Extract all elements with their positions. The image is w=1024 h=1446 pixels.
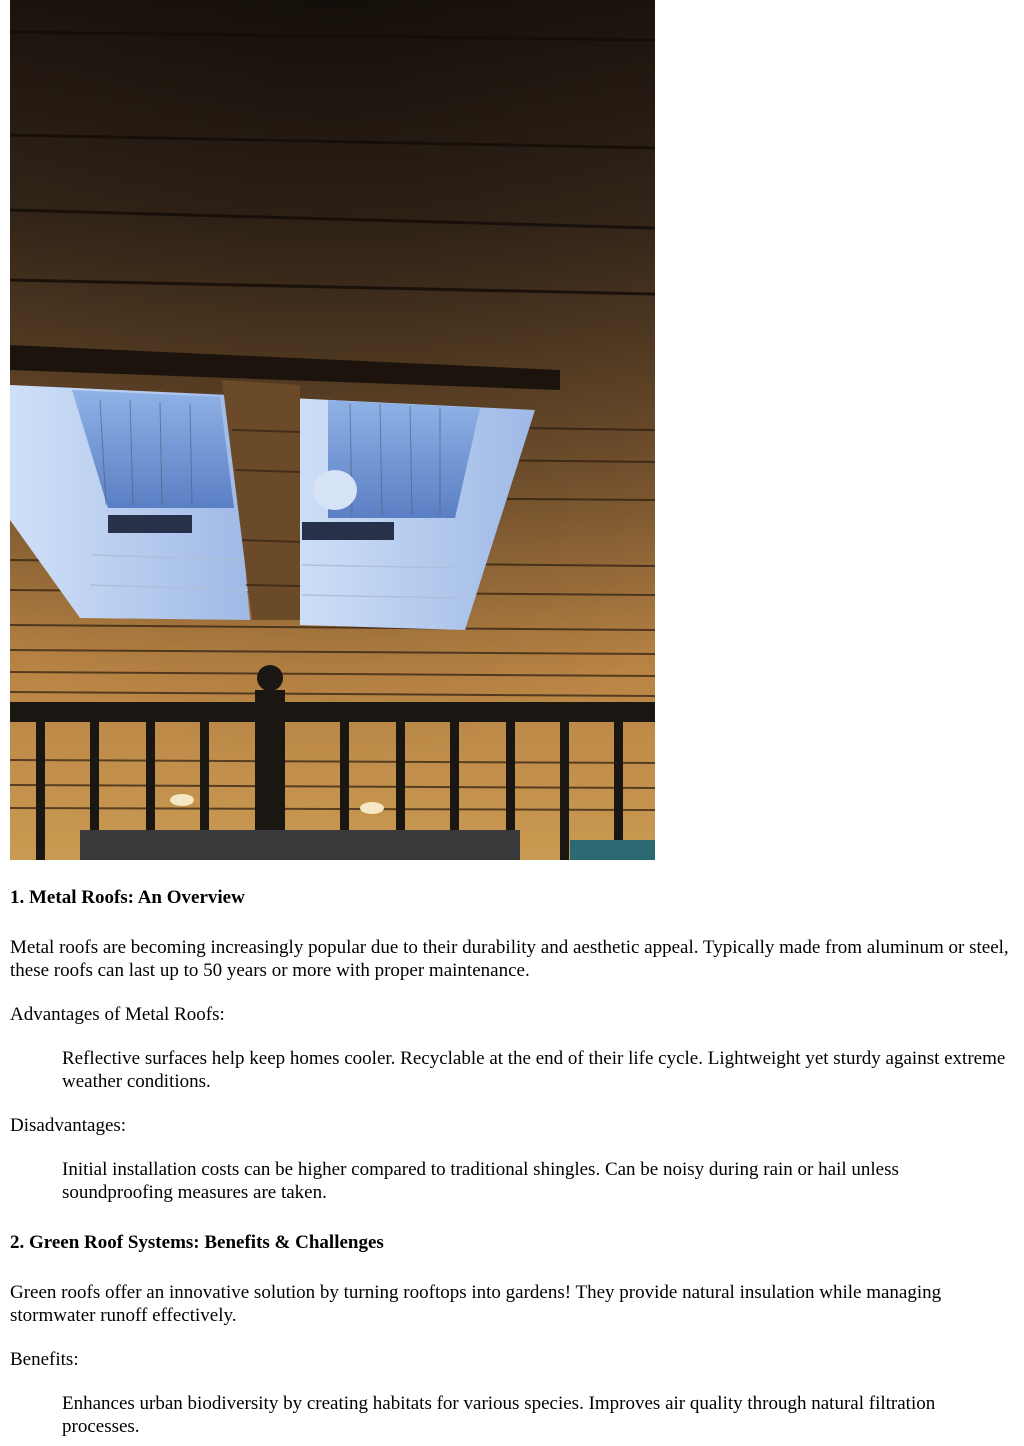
disadvantages-label: Disadvantages:	[10, 1115, 127, 1136]
disadvantages-text: Initial installation costs can be higher compared to traditional shingles. Can be noisy during rain or hail unless soundproofing measures are taken.	[62, 1159, 899, 1203]
skylight-photo	[10, 0, 655, 860]
section-1-intro: Metal roofs are becoming increasingly popular due to their durability and aesthetic appeal. Typically made from aluminum or steel, these roofs can last up to 50 years or more with proper maintenance.	[10, 937, 1009, 981]
section-1-heading: 1. Metal Roofs: An Overview	[10, 887, 245, 908]
benefits-text: Enhances urban biodiversity by creating habitats for various species. Improves air quality through natural filtration processes.	[62, 1393, 936, 1437]
benefits-label: Benefits:	[10, 1349, 79, 1370]
article	[10, 0, 1014, 1438]
section-2-intro: Green roofs offer an innovative solution by turning rooftops into gardens! They provide natural insulation while managing stormwater runoff effectively.	[10, 1282, 942, 1326]
section-2-heading: 2. Green Roof Systems: Benefits & Challenges	[10, 1232, 384, 1253]
advantages-text: Reflective surfaces help keep homes cooler. Recyclable at the end of their life cycle. Lightweight yet sturdy against extreme weather conditions.	[62, 1048, 1006, 1092]
advantages-label: Advantages of Metal Roofs:	[10, 1004, 225, 1025]
